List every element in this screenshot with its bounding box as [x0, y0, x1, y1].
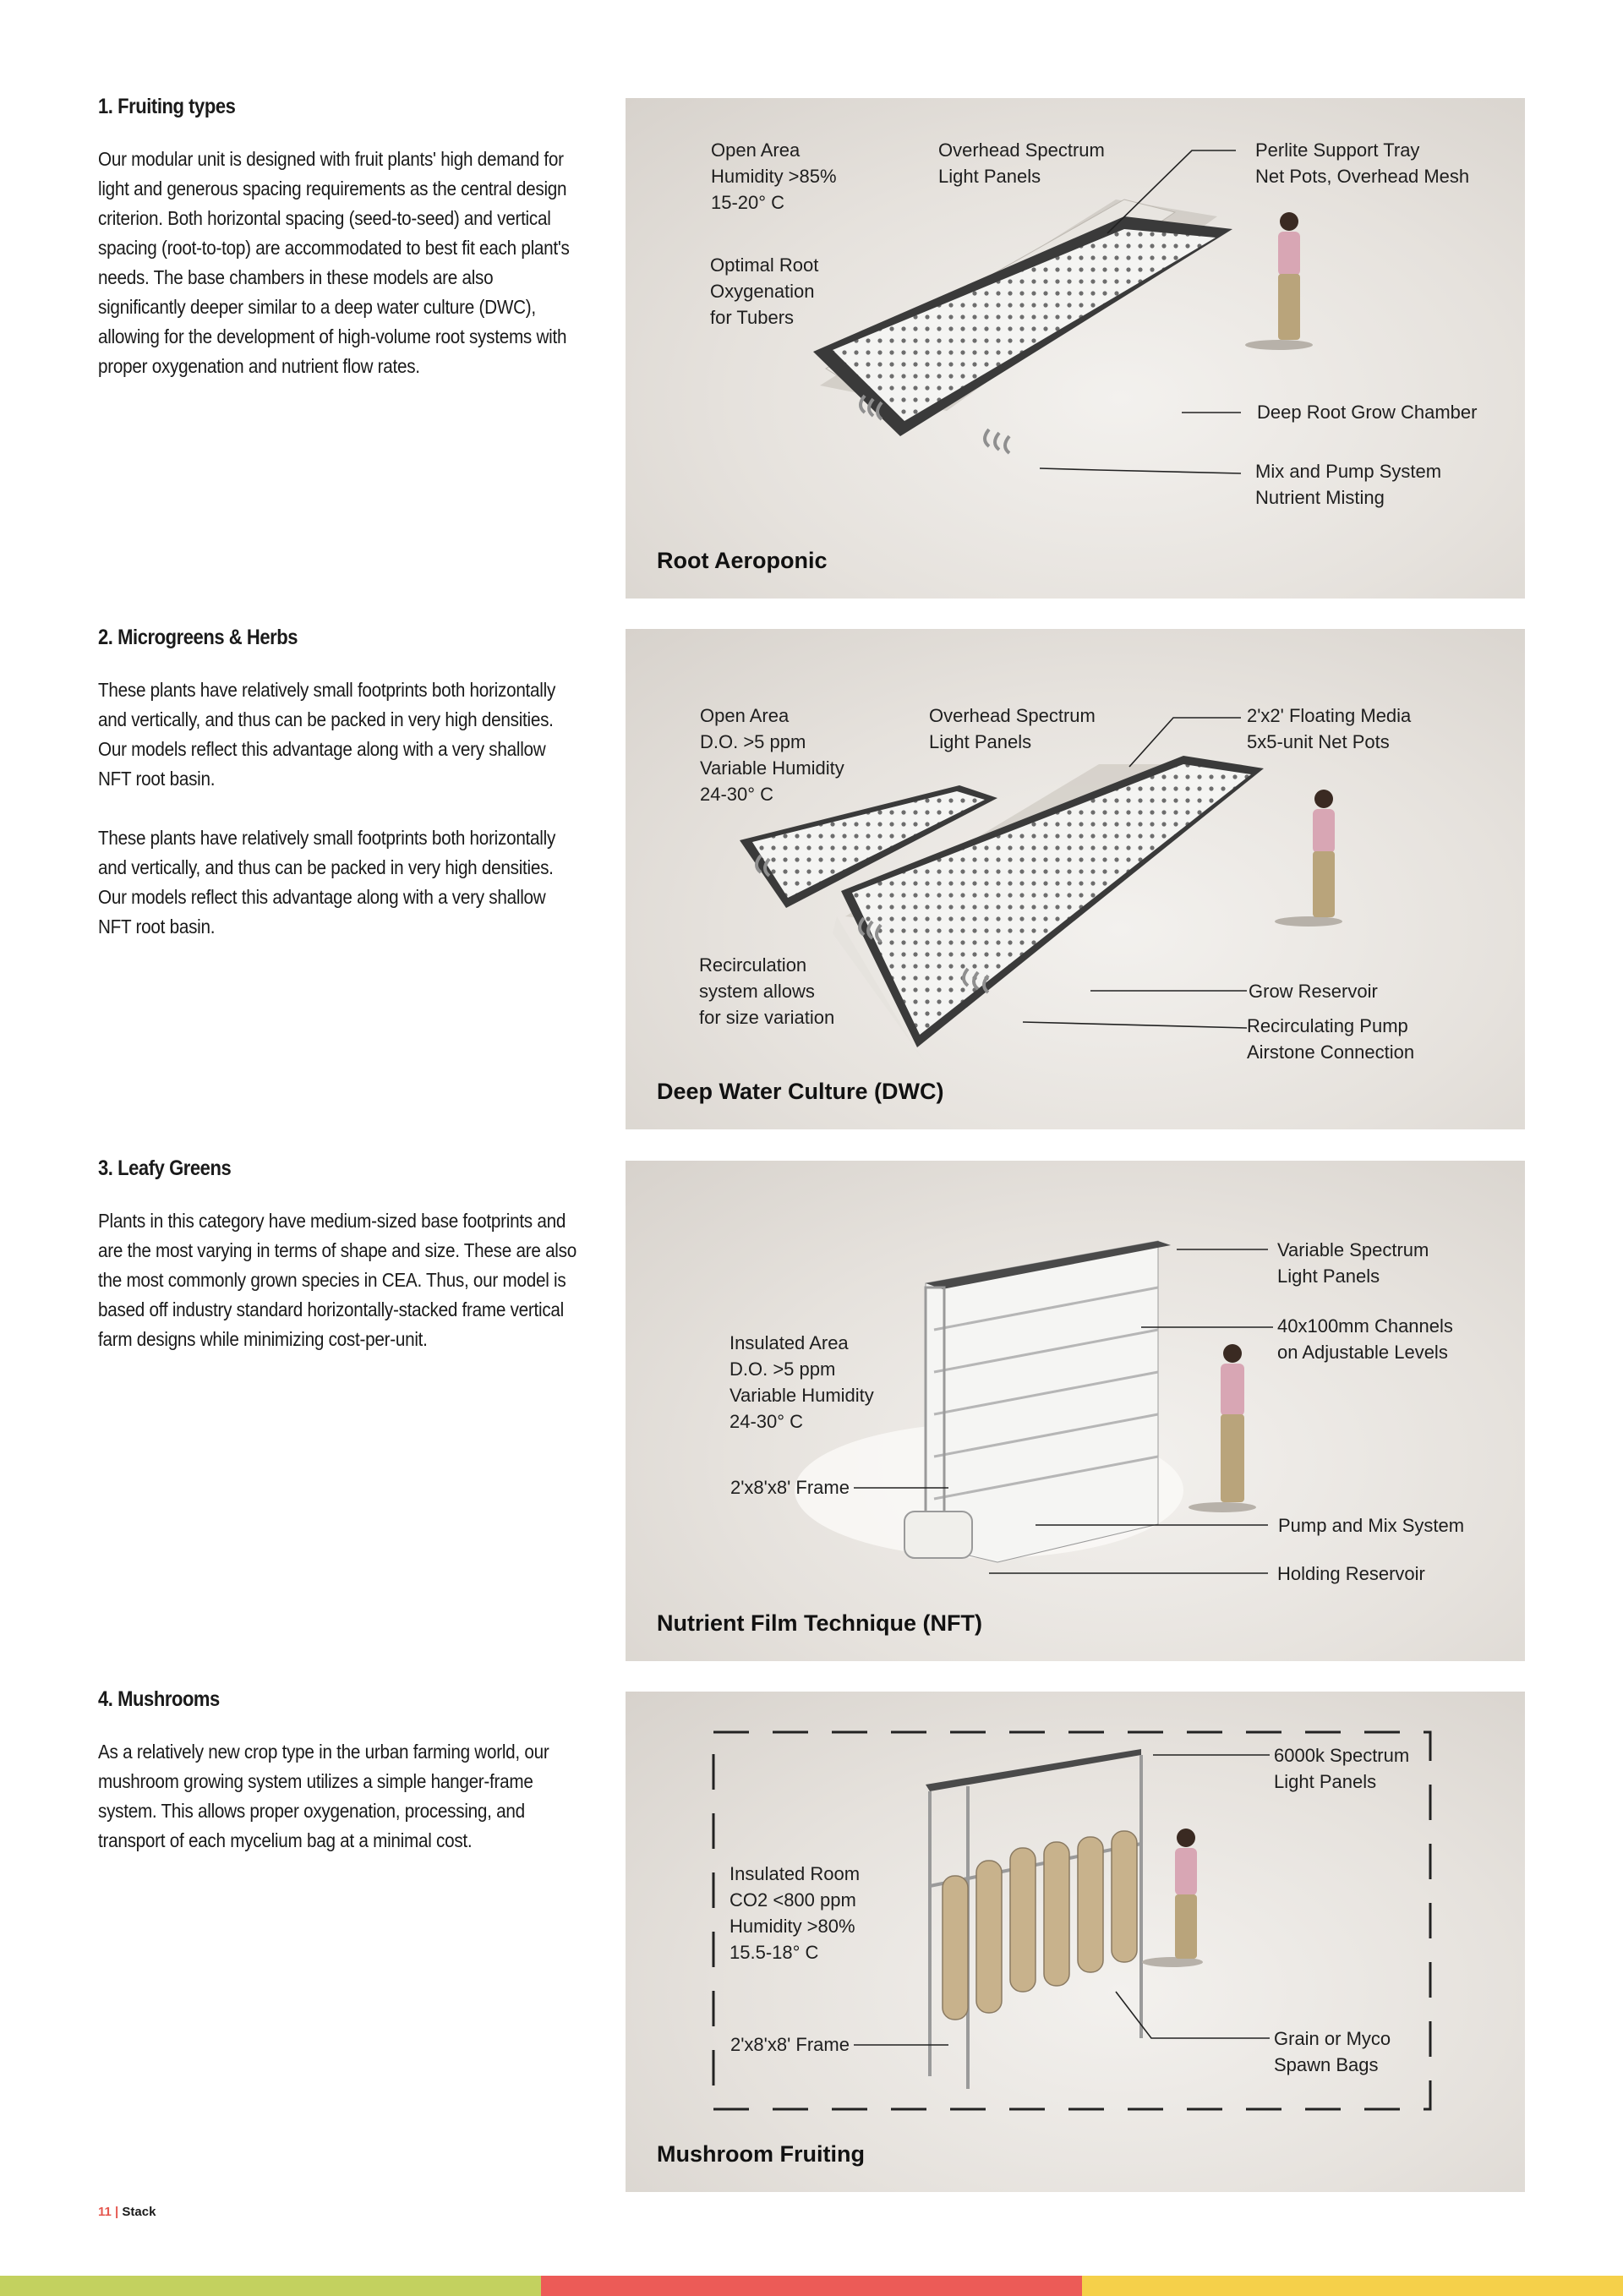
- section-paragraph: Plants in this category have medium-sized base footprints and are the most varying in terms of shape and size. These are also the most commonly grown species in CEA. Thus, our model is based off industry standard horizontally-stacked frame vertical farm designs while minimizing cost-per-unit.: [98, 1210, 577, 1350]
- callout-label: 40x100mm Channels: [1277, 1315, 1453, 1337]
- callout-label: Light Panels: [1277, 1266, 1380, 1287]
- condition-label: 24-30° C: [730, 1411, 804, 1432]
- condition-label: 15-20° C: [711, 192, 785, 213]
- root-aeroponic-illustration: [626, 98, 1525, 599]
- section-fruiting: [98, 95, 580, 411]
- section-title: 1. Fruiting types: [98, 95, 236, 118]
- section-mushrooms: [98, 1687, 580, 1885]
- condition-label: D.O. >5 ppm: [730, 1358, 836, 1380]
- footer-bar-yellow: [1082, 2276, 1623, 2296]
- condition-label: Insulated Area: [730, 1332, 849, 1353]
- condition-label: 15.5-18° C: [730, 1942, 819, 1963]
- section-paragraph: These plants have relatively small footprints both horizontally and vertically, and thus can be packed in very high densities. Our models reflect this advantage along with a very shallow NFT root basin.: [98, 827, 556, 938]
- callout-label: Recirculating Pump: [1247, 1015, 1408, 1036]
- callout-label: Perlite Support Tray: [1255, 139, 1420, 161]
- feature-label: for size variation: [699, 1007, 835, 1028]
- condition-label: Variable Humidity: [700, 757, 844, 779]
- callout-label: Holding Reservoir: [1277, 1563, 1425, 1584]
- callout-label: Light Panels: [929, 731, 1032, 752]
- person-figure: [1275, 790, 1342, 927]
- footer-separator: |: [111, 2205, 123, 2219]
- section-paragraph: These plants have relatively small footprints both horizontally and vertically, and thus can be packed in very high densities. Our models reflect this advantage along with a very shallow NFT root basin.: [98, 679, 556, 790]
- callout-label: Overhead Spectrum: [929, 705, 1096, 726]
- condition-label: CO2 <800 ppm: [730, 1889, 856, 1911]
- mushroom-illustration: [626, 1692, 1525, 2192]
- panel-deep-water-culture: [626, 629, 1525, 1129]
- callout-label: Deep Root Grow Chamber: [1257, 402, 1478, 423]
- section-title: 3. Leafy Greens: [98, 1156, 232, 1180]
- callout-label: 6000k Spectrum: [1274, 1745, 1410, 1766]
- callout-label: Mix and Pump System: [1255, 461, 1442, 482]
- feature-label: Optimal Root: [710, 254, 819, 276]
- condition-label: Open Area: [711, 139, 801, 161]
- callout-label: Nutrient Misting: [1255, 487, 1385, 508]
- section-paragraph: Our modular unit is designed with fruit plants' high demand for light and generous spacing requirements as the central design criterion. Both horizontal spacing (seed-to-seed) and vertical spacing (root-to-top) are accommodated to best fit each plant's needs. The base chambers in these models are also significantly deeper similar to a deep water culture (DWC), allowing for the development of high-volume root systems with proper oxygenation and nutrient flow rates.: [98, 148, 570, 377]
- feature-label: system allows: [699, 981, 815, 1002]
- callout-label: Pump and Mix System: [1278, 1515, 1465, 1536]
- section-leafy-greens: [98, 1156, 580, 1384]
- callout-label: Spawn Bags: [1274, 2054, 1379, 2075]
- callout-label: 2'x2' Floating Media: [1247, 705, 1412, 726]
- panel-mushroom-fruiting: [626, 1692, 1525, 2192]
- condition-label: 24-30° C: [700, 784, 774, 805]
- panel-title: Mushroom Fruiting: [657, 2141, 865, 2167]
- callout-label: Light Panels: [938, 166, 1041, 187]
- condition-label: Humidity >85%: [711, 166, 837, 187]
- person-figure: [1189, 1344, 1256, 1512]
- section-microgreens: [98, 626, 580, 971]
- panel-title: Deep Water Culture (DWC): [657, 1079, 944, 1104]
- dwc-illustration: [626, 629, 1525, 1129]
- callout-label: 5x5-unit Net Pots: [1247, 731, 1390, 752]
- nft-illustration: [626, 1161, 1525, 1661]
- person-figure: [1245, 212, 1313, 350]
- footer-bar-red: [541, 2276, 1082, 2296]
- feature-label: for Tubers: [710, 307, 795, 328]
- dimension-label: 2'x8'x8' Frame: [730, 1477, 850, 1498]
- condition-label: D.O. >5 ppm: [700, 731, 806, 752]
- condition-label: Open Area: [700, 705, 790, 726]
- callout-label: Grow Reservoir: [1249, 981, 1378, 1002]
- callout-label: Variable Spectrum: [1277, 1239, 1429, 1260]
- callout-label: Net Pots, Overhead Mesh: [1255, 166, 1470, 187]
- section-title: 2. Microgreens & Herbs: [98, 626, 298, 649]
- feature-label: Recirculation: [699, 954, 807, 976]
- footer-bar-green: [0, 2276, 541, 2296]
- callout-label: Grain or Myco: [1274, 2028, 1391, 2049]
- section-title: 4. Mushrooms: [98, 1687, 220, 1711]
- callout-label: on Adjustable Levels: [1277, 1342, 1448, 1363]
- spawn-bags: [943, 1831, 1137, 2020]
- panel-title: Nutrient Film Technique (NFT): [657, 1610, 982, 1636]
- callout-label: Overhead Spectrum: [938, 139, 1105, 161]
- panel-nft: [626, 1161, 1525, 1661]
- condition-label: Insulated Room: [730, 1863, 861, 1884]
- callout-label: Light Panels: [1274, 1771, 1377, 1792]
- publication-name: Stack: [122, 2205, 156, 2219]
- condition-label: Variable Humidity: [730, 1385, 874, 1406]
- person-figure: [1142, 1829, 1203, 1967]
- holding-reservoir: [904, 1512, 972, 1558]
- condition-label: Humidity >80%: [730, 1916, 855, 1937]
- callout-label: Airstone Connection: [1247, 1041, 1415, 1063]
- dimension-label: 2'x8'x8' Frame: [730, 2034, 850, 2055]
- panel-root-aeroponic: [626, 98, 1525, 599]
- panel-title: Root Aeroponic: [657, 548, 828, 573]
- page-number: 11: [98, 2205, 112, 2219]
- section-paragraph: As a relatively new crop type in the urban farming world, our mushroom growing system utilizes a simple hanger-frame system. This allows proper oxygenation, processing, and transport of each mycelium bag at a minimal cost.: [98, 1741, 549, 1851]
- page-footer: [98, 2205, 156, 2219]
- feature-label: Oxygenation: [710, 281, 815, 302]
